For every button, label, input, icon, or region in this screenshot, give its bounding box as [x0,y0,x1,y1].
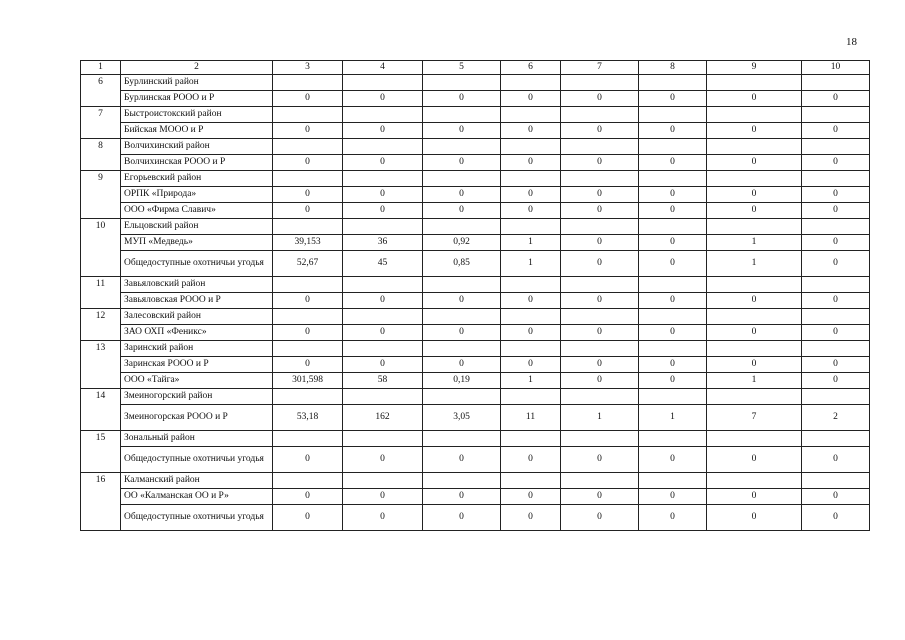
value-col-6: 0 [501,293,561,309]
district-row [81,139,870,155]
value-col-10: 0 [802,447,870,473]
empty-cell [802,75,870,91]
empty-cell [273,139,343,155]
organization-row [81,405,870,431]
empty-cell [343,431,423,447]
empty-cell [423,431,501,447]
empty-cell [561,171,639,187]
value-col-3: 0 [273,325,343,341]
empty-cell [423,107,501,123]
empty-cell [707,171,802,187]
empty-cell [273,75,343,91]
empty-cell [802,473,870,489]
value-col-6: 0 [501,447,561,473]
hunting-data-table [80,60,870,531]
organization-name: Змеиногорская РООО и Р [121,405,273,431]
empty-cell [273,219,343,235]
empty-cell [802,171,870,187]
organization-name: МУП «Медведь» [121,235,273,251]
value-col-9: 1 [707,373,802,389]
value-col-4: 0 [343,91,423,107]
organization-row [81,357,870,373]
empty-cell [802,139,870,155]
organization-name: Заринская РООО и Р [121,357,273,373]
organization-name: Общедоступные охотничьи угодья [121,505,273,531]
value-col-6: 0 [501,357,561,373]
empty-cell [343,107,423,123]
value-col-10: 0 [802,251,870,277]
empty-cell [423,473,501,489]
empty-cell [561,75,639,91]
value-col-9: 0 [707,447,802,473]
empty-cell [423,389,501,405]
value-col-3: 0 [273,489,343,505]
district-row [81,389,870,405]
value-col-8: 0 [639,251,707,277]
value-col-6: 0 [501,203,561,219]
organization-row [81,447,870,473]
value-col-4: 0 [343,293,423,309]
empty-cell [423,219,501,235]
organization-name: ОО «Калманская ОО и Р» [121,489,273,505]
value-col-9: 0 [707,123,802,139]
value-col-8: 0 [639,293,707,309]
empty-cell [707,389,802,405]
value-col-3: 0 [273,91,343,107]
empty-cell [802,219,870,235]
value-col-10: 0 [802,155,870,171]
value-col-7: 0 [561,203,639,219]
value-col-4: 0 [343,155,423,171]
empty-cell [501,139,561,155]
value-col-7: 0 [561,91,639,107]
value-col-7: 0 [561,447,639,473]
empty-cell [343,473,423,489]
value-col-4: 0 [343,447,423,473]
empty-cell [802,341,870,357]
row-number: 9 [81,171,121,219]
empty-cell [561,107,639,123]
empty-cell [561,389,639,405]
value-col-7: 0 [561,373,639,389]
empty-cell [561,277,639,293]
value-col-9: 0 [707,357,802,373]
header-cell: 1 [81,61,121,75]
empty-cell [343,309,423,325]
value-col-4: 0 [343,357,423,373]
value-col-4: 45 [343,251,423,277]
empty-cell [561,341,639,357]
value-col-4: 58 [343,373,423,389]
value-col-5: 0 [423,489,501,505]
empty-cell [802,309,870,325]
value-col-6: 0 [501,187,561,203]
organization-row [81,505,870,531]
value-col-6: 0 [501,91,561,107]
value-col-5: 0 [423,505,501,531]
empty-cell [273,107,343,123]
row-number: 11 [81,277,121,309]
empty-cell [707,309,802,325]
empty-cell [501,309,561,325]
empty-cell [273,171,343,187]
value-col-10: 0 [802,357,870,373]
value-col-4: 36 [343,235,423,251]
empty-cell [639,431,707,447]
value-col-5: 0,92 [423,235,501,251]
value-col-7: 0 [561,505,639,531]
organization-name: Бурлинская РООО и Р [121,91,273,107]
value-col-10: 0 [802,325,870,341]
value-col-7: 0 [561,357,639,373]
organization-name: Общедоступные охотничьи угодья [121,447,273,473]
empty-cell [707,75,802,91]
empty-cell [707,107,802,123]
empty-cell [707,277,802,293]
organization-row [81,123,870,139]
empty-cell [561,139,639,155]
value-col-7: 0 [561,251,639,277]
organization-name: ООО «Фирма Славич» [121,203,273,219]
empty-cell [639,219,707,235]
value-col-5: 0 [423,203,501,219]
empty-cell [501,277,561,293]
district-row [81,277,870,293]
empty-cell [423,341,501,357]
value-col-3: 0 [273,505,343,531]
value-col-7: 0 [561,293,639,309]
value-col-4: 0 [343,489,423,505]
value-col-9: 0 [707,489,802,505]
organization-name: Завьяловская РООО и Р [121,293,273,309]
value-col-9: 0 [707,187,802,203]
value-col-3: 0 [273,187,343,203]
empty-cell [343,219,423,235]
district-name: Волчихинский район [121,139,273,155]
district-name: Залесовский район [121,309,273,325]
value-col-6: 1 [501,373,561,389]
value-col-10: 0 [802,489,870,505]
header-cell: 6 [501,61,561,75]
empty-cell [639,75,707,91]
empty-cell [273,473,343,489]
value-col-8: 0 [639,91,707,107]
empty-cell [707,473,802,489]
empty-cell [639,309,707,325]
value-col-10: 2 [802,405,870,431]
header-cell: 5 [423,61,501,75]
value-col-9: 1 [707,235,802,251]
value-col-6: 0 [501,325,561,341]
empty-cell [639,473,707,489]
value-col-7: 0 [561,187,639,203]
value-col-5: 0 [423,91,501,107]
district-name: Калманский район [121,473,273,489]
value-col-8: 1 [639,405,707,431]
row-number: 8 [81,139,121,171]
value-col-10: 0 [802,91,870,107]
value-col-6: 0 [501,155,561,171]
value-col-5: 0,85 [423,251,501,277]
header-row [81,61,870,75]
empty-cell [707,139,802,155]
value-col-3: 301,598 [273,373,343,389]
value-col-9: 1 [707,251,802,277]
table-body [81,61,870,531]
value-col-8: 0 [639,373,707,389]
empty-cell [639,277,707,293]
value-col-8: 0 [639,505,707,531]
value-col-4: 0 [343,325,423,341]
value-col-3: 0 [273,155,343,171]
value-col-8: 0 [639,203,707,219]
page-number: 18 [846,36,857,48]
value-col-4: 0 [343,187,423,203]
empty-cell [501,219,561,235]
header-cell: 10 [802,61,870,75]
district-name: Зональный район [121,431,273,447]
empty-cell [802,431,870,447]
value-col-8: 0 [639,123,707,139]
value-col-4: 162 [343,405,423,431]
header-cell: 2 [121,61,273,75]
value-col-3: 0 [273,293,343,309]
value-col-7: 0 [561,325,639,341]
organization-name: Волчихинская РООО и Р [121,155,273,171]
empty-cell [343,277,423,293]
organization-row [81,293,870,309]
district-row [81,75,870,91]
row-number: 16 [81,473,121,531]
empty-cell [423,139,501,155]
value-col-5: 0 [423,357,501,373]
empty-cell [639,139,707,155]
empty-cell [501,107,561,123]
district-row [81,309,870,325]
empty-cell [802,107,870,123]
value-col-6: 11 [501,405,561,431]
value-col-3: 53,18 [273,405,343,431]
empty-cell [501,75,561,91]
organization-name: ОРПК «Природа» [121,187,273,203]
value-col-9: 0 [707,293,802,309]
empty-cell [639,107,707,123]
organization-row [81,91,870,107]
value-col-10: 0 [802,293,870,309]
district-name: Егорьевский район [121,171,273,187]
value-col-7: 0 [561,235,639,251]
empty-cell [561,309,639,325]
organization-name: Общедоступные охотничьи угодья [121,251,273,277]
district-name: Быстроистокский район [121,107,273,123]
empty-cell [501,389,561,405]
value-col-6: 0 [501,489,561,505]
value-col-6: 0 [501,123,561,139]
header-cell: 3 [273,61,343,75]
district-row [81,107,870,123]
district-name: Заринский район [121,341,273,357]
empty-cell [707,431,802,447]
value-col-7: 1 [561,405,639,431]
value-col-9: 0 [707,325,802,341]
empty-cell [561,431,639,447]
empty-cell [501,473,561,489]
empty-cell [707,341,802,357]
empty-cell [423,171,501,187]
row-number: 12 [81,309,121,341]
empty-cell [273,389,343,405]
empty-cell [561,473,639,489]
district-row [81,171,870,187]
value-col-3: 0 [273,447,343,473]
organization-row [81,155,870,171]
empty-cell [273,341,343,357]
empty-cell [273,277,343,293]
header-cell: 4 [343,61,423,75]
value-col-8: 0 [639,187,707,203]
value-col-9: 0 [707,505,802,531]
empty-cell [501,341,561,357]
organization-row [81,203,870,219]
district-name: Змеиногорский район [121,389,273,405]
value-col-6: 0 [501,505,561,531]
value-col-5: 0 [423,447,501,473]
value-col-7: 0 [561,489,639,505]
empty-cell [501,171,561,187]
row-number: 15 [81,431,121,473]
value-col-4: 0 [343,505,423,531]
empty-cell [639,171,707,187]
header-cell: 7 [561,61,639,75]
value-col-5: 0,19 [423,373,501,389]
empty-cell [639,341,707,357]
empty-cell [802,277,870,293]
row-number: 6 [81,75,121,107]
empty-cell [343,341,423,357]
organization-row [81,187,870,203]
value-col-8: 0 [639,357,707,373]
value-col-5: 0 [423,325,501,341]
row-number: 13 [81,341,121,389]
organization-name: ЗАО ОХП «Феникс» [121,325,273,341]
value-col-4: 0 [343,123,423,139]
value-col-9: 0 [707,203,802,219]
value-col-5: 0 [423,123,501,139]
value-col-8: 0 [639,489,707,505]
value-col-4: 0 [343,203,423,219]
empty-cell [561,219,639,235]
value-col-3: 39,153 [273,235,343,251]
value-col-10: 0 [802,123,870,139]
header-cell: 9 [707,61,802,75]
value-col-9: 0 [707,91,802,107]
value-col-6: 1 [501,235,561,251]
empty-cell [423,277,501,293]
row-number: 7 [81,107,121,139]
value-col-6: 1 [501,251,561,277]
value-col-8: 0 [639,447,707,473]
value-col-5: 0 [423,155,501,171]
organization-row [81,373,870,389]
value-col-10: 0 [802,235,870,251]
row-number: 14 [81,389,121,431]
value-col-9: 7 [707,405,802,431]
value-col-3: 0 [273,203,343,219]
district-name: Бурлинский район [121,75,273,91]
value-col-9: 0 [707,155,802,171]
organization-row [81,251,870,277]
value-col-10: 0 [802,505,870,531]
empty-cell [343,139,423,155]
empty-cell [343,75,423,91]
empty-cell [707,219,802,235]
value-col-3: 52,67 [273,251,343,277]
empty-cell [273,431,343,447]
district-row [81,341,870,357]
district-row [81,473,870,489]
empty-cell [639,389,707,405]
value-col-3: 0 [273,123,343,139]
empty-cell [802,389,870,405]
district-row [81,219,870,235]
district-name: Завьяловский район [121,277,273,293]
organization-row [81,489,870,505]
empty-cell [501,431,561,447]
empty-cell [423,309,501,325]
district-row [81,431,870,447]
value-col-5: 3,05 [423,405,501,431]
value-col-8: 0 [639,235,707,251]
value-col-7: 0 [561,123,639,139]
value-col-5: 0 [423,293,501,309]
value-col-8: 0 [639,325,707,341]
organization-row [81,235,870,251]
value-col-3: 0 [273,357,343,373]
value-col-10: 0 [802,373,870,389]
empty-cell [273,309,343,325]
empty-cell [423,75,501,91]
value-col-7: 0 [561,155,639,171]
value-col-10: 0 [802,187,870,203]
header-cell: 8 [639,61,707,75]
organization-name: Бийская МООО и Р [121,123,273,139]
organization-name: ООО «Тайга» [121,373,273,389]
empty-cell [343,389,423,405]
district-name: Ельцовский район [121,219,273,235]
empty-cell [343,171,423,187]
value-col-8: 0 [639,155,707,171]
organization-row [81,325,870,341]
row-number: 10 [81,219,121,277]
value-col-5: 0 [423,187,501,203]
value-col-10: 0 [802,203,870,219]
